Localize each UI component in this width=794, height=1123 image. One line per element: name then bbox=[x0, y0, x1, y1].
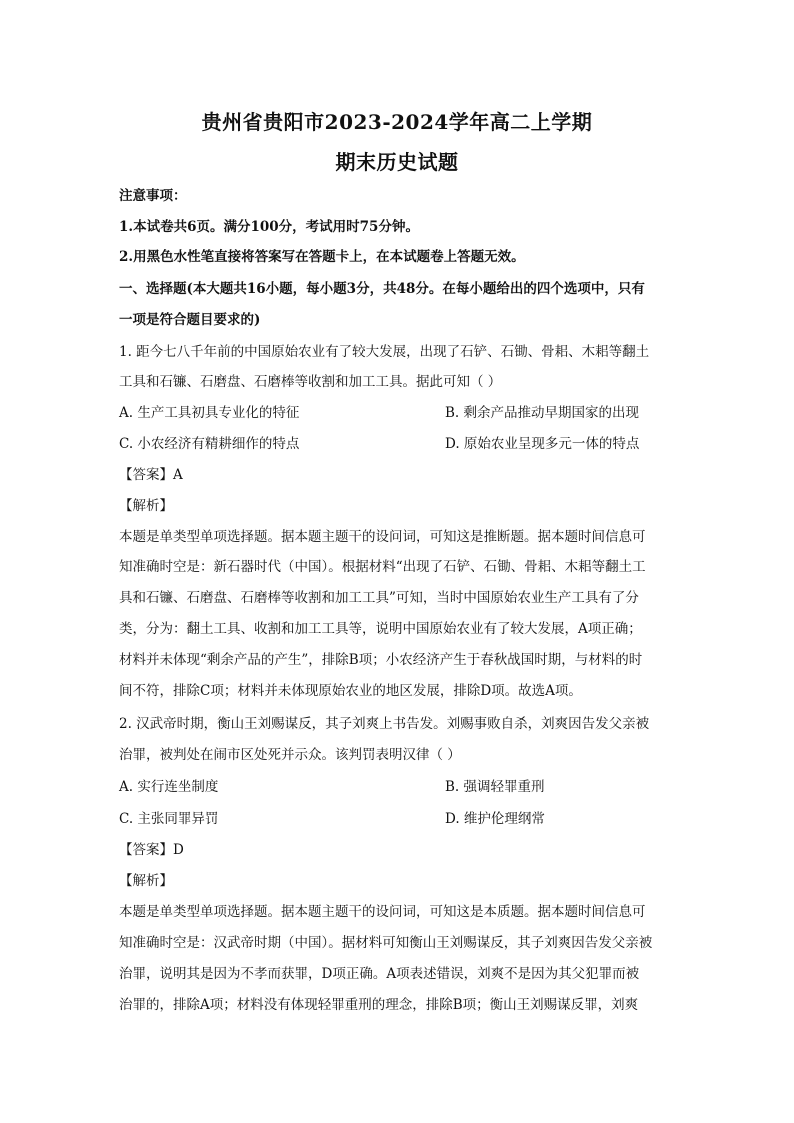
section-heading-line-2: 一项是符合题目要求的) bbox=[119, 312, 261, 328]
q1-analysis-line: 类，分为：翻土工具、收割和加工工具等，说明中国原始农业有了较大发展，A项正确； bbox=[119, 621, 642, 637]
notice-heading: 注意事项： bbox=[119, 188, 187, 204]
exam-title: 贵州省贵阳市2023-2024学年高二上学期 bbox=[201, 110, 593, 134]
q1-analysis-line: 材料并未体现“剩余产品的产生”，排除B项；小农经济产生于春秋战国时期，与材料的时 bbox=[119, 652, 643, 668]
notice-item-2: 2.用黑色水性笔直接将答案写在答题卡上，在本试题卷上答题无效。 bbox=[119, 249, 525, 265]
q2-option-b: B. 强调轻罪重刑 bbox=[445, 779, 545, 795]
q2-analysis-heading: 【解析】 bbox=[119, 873, 173, 889]
exam-subtitle: 期末历史试题 bbox=[335, 150, 459, 174]
q2-answer: 【答案】D bbox=[119, 842, 184, 858]
q2-option-c: C. 主张同罪异罚 bbox=[119, 811, 219, 827]
q2-stem-line-2: 治罪，被判处在闹市区处死并示众。该判罚表明汉律（ ） bbox=[119, 747, 461, 763]
q1-analysis-line: 间不符，排除C项；材料并未体现原始农业的地区发展，排除D项。故选A项。 bbox=[119, 683, 582, 699]
q1-analysis-heading: 【解析】 bbox=[119, 498, 173, 514]
q1-analysis-line: 具和石镰、石磨盘、石磨棒等收割和加工工具”可知，当时中国原始农业生产工具有了分 bbox=[119, 590, 639, 606]
q2-stem-line-1: 2. 汉武帝时期，衡山王刘赐谋反，其子刘爽上书告发。刘赐事败自杀，刘爽因告发父亲被 bbox=[119, 716, 650, 732]
q2-analysis-line: 治罪的，排除A项；材料没有体现轻罪重刑的理念，排除B项；衡山王刘赐谋反罪，刘爽 bbox=[119, 997, 639, 1013]
q2-option-d: D. 维护伦理纲常 bbox=[445, 811, 545, 827]
q2-analysis-line: 本题是单类型单项选择题。据本题主题干的设问词，可知这是本质题。据本题时间信息可 bbox=[119, 904, 646, 920]
q1-option-a: A. 生产工具初具专业化的特征 bbox=[119, 405, 300, 421]
q1-stem-line-2: 工具和石镰、石磨盘、石磨棒等收割和加工工具。据此可知（ ） bbox=[119, 374, 502, 390]
q1-option-b: B. 剩余产品推动早期国家的出现 bbox=[445, 405, 640, 421]
notice-item-1: 1.本试卷共6页。满分100分，考试用时75分钟。 bbox=[119, 219, 419, 235]
q1-answer: 【答案】A bbox=[119, 467, 183, 483]
q1-option-c: C. 小农经济有精耕细作的特点 bbox=[119, 436, 300, 452]
q2-analysis-line: 知准确时空是：汉武帝时期（中国）。据材料可知衡山王刘赐谋反，其子刘爽因告发父亲被 bbox=[119, 935, 653, 951]
q1-option-d: D. 原始农业呈现多元一体的特点 bbox=[445, 436, 640, 452]
section-heading-line-1: 一、选择题(本大题共16小题，每小题3分，共48分。在每小题给出的四个选项中，只有 bbox=[119, 281, 645, 297]
q1-analysis-line: 知准确时空是：新石器时代（中国）。根据材料“出现了石铲、石锄、骨耜、木耜等翻土工 bbox=[119, 559, 646, 575]
q2-option-a: A. 实行连坐制度 bbox=[119, 779, 219, 795]
q1-stem-line-1: 1. 距今七八千年前的中国原始农业有了较大发展，出现了石铲、石锄、骨耜、木耜等翻土 bbox=[119, 344, 650, 360]
q2-analysis-line: 治罪，说明其是因为不孝而获罪，D项正确。A项表述错误，刘爽不是因为其父犯罪而被 bbox=[119, 966, 640, 982]
q1-analysis-line: 本题是单类型单项选择题。据本题主题干的设问词，可知这是推断题。据本题时间信息可 bbox=[119, 529, 646, 545]
